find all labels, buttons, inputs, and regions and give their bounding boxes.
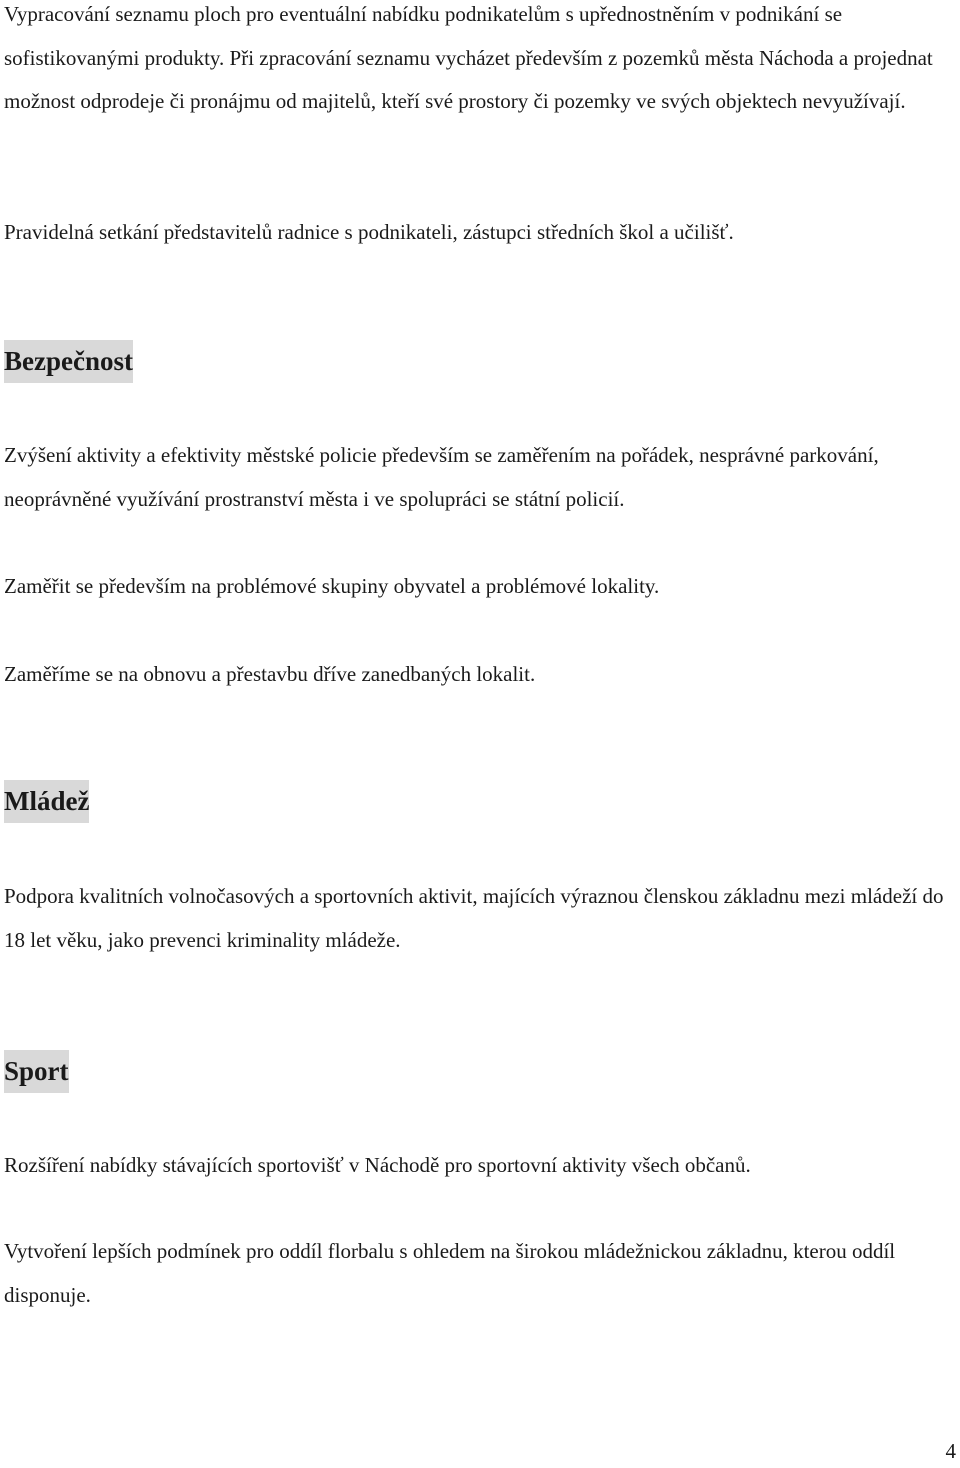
paragraph-meetings: Pravidelná setkání představitelů radnice s podnikateli, zástupci středních škol a učilišť. <box>4 220 734 244</box>
paragraph-intro: Vypracování seznamu ploch pro eventuální nabídku podnikatelům s upřednostněním v podnikání se sofistikovanými produkty. Při zpracování seznamu vycházet především z pozemků města Náchoda a projednat možnost odprodeje či pronájmu od majitelů, kteří své prostory či pozemky ve svých objektech nevyužívají. <box>4 2 933 113</box>
page-number: 4 <box>945 1439 956 1463</box>
section-heading-youth: Mládež <box>4 780 89 823</box>
paragraph-sport-floorball: Vytvoření lepších podmínek pro oddíl florbalu s ohledem na širokou mládežnickou základnu, kterou oddíl disponuje. <box>4 1239 896 1307</box>
paragraph-security-groups: Zaměřit se především na problémové skupiny obyvatel a problémové lokality. <box>4 574 660 598</box>
paragraph-sport-facilities: Rozšíření nabídky stávajících sportovišť v Náchodě pro sportovní aktivity všech občanů. <box>4 1153 751 1177</box>
paragraph-youth-support: Podpora kvalitních volnočasových a sportovních aktivit, majících výraznou členskou základnu mezi mládeží do 18 let věku, jako prevenci kriminality mládeže. <box>4 884 944 952</box>
paragraph-security-renewal: Zaměříme se na obnovu a přestavbu dříve zanedbaných lokalit. <box>4 662 536 686</box>
paragraph-security-police: Zvýšení aktivity a efektivity městské policie především se zaměřením na pořádek, nesprávné parkování, neoprávněné využívání prostranství města i ve spolupráci se státní policií. <box>4 443 879 511</box>
section-heading-security: Bezpečnost <box>4 340 133 383</box>
section-heading-sport: Sport <box>4 1050 69 1093</box>
